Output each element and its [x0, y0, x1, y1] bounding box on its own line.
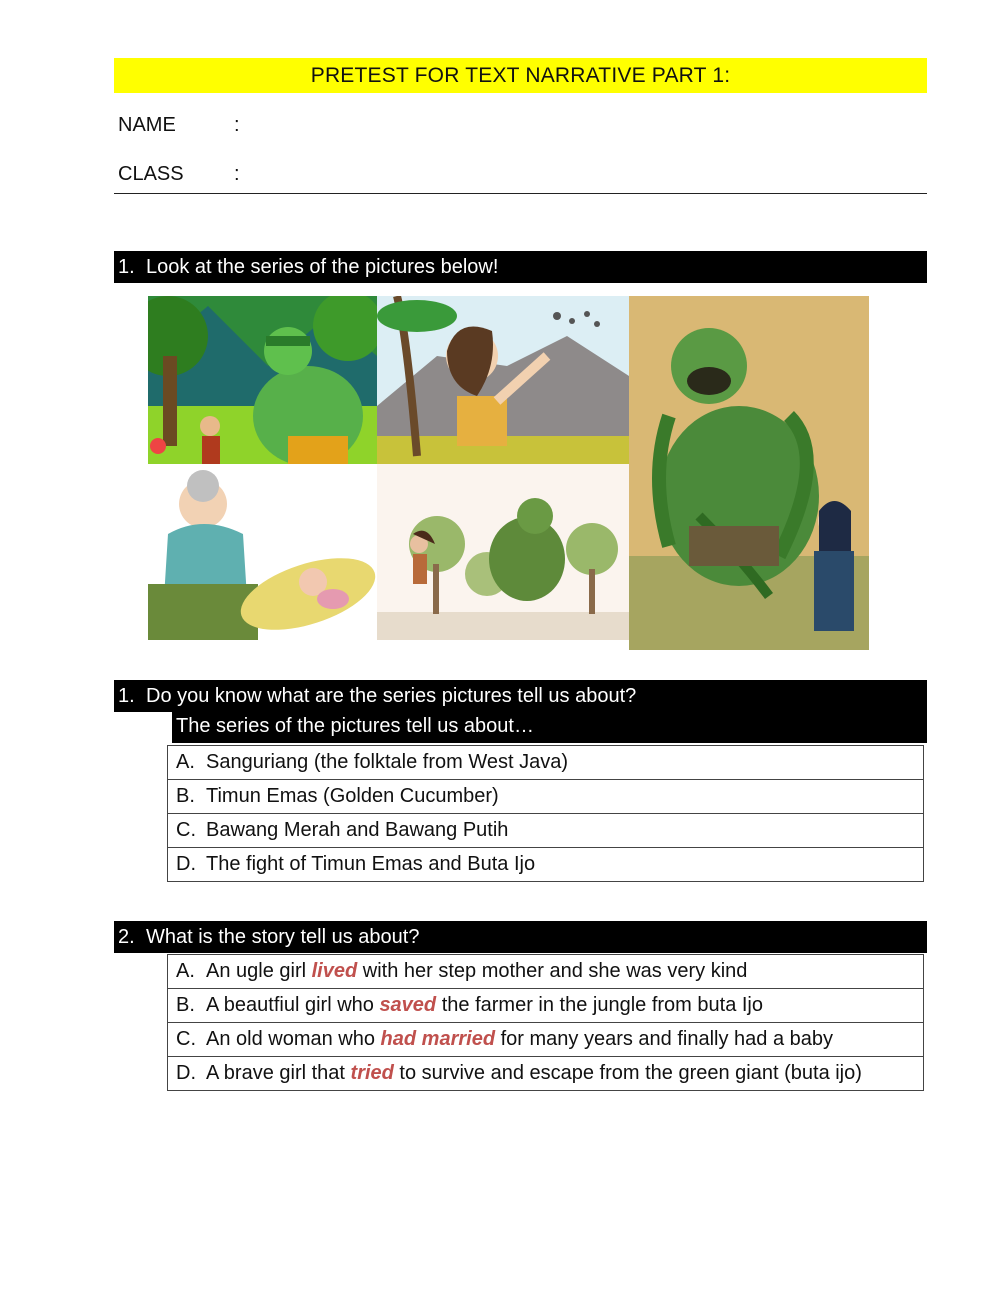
option-letter: C.: [176, 1028, 196, 1050]
option-letter: D.: [176, 853, 196, 875]
question1-text: Do you know what are the series pictures tell us about?: [146, 684, 637, 707]
option-letter: D.: [176, 1062, 196, 1084]
name-colon: :: [234, 114, 240, 136]
question2-option-c[interactable]: [168, 1023, 924, 1057]
name-label: NAME: [118, 114, 176, 136]
option-highlight-verb: tried: [350, 1062, 394, 1084]
picture-girl-running: [377, 296, 629, 464]
option-text-before: A brave girl that: [206, 1062, 351, 1084]
question2-bar: [114, 921, 927, 953]
class-colon: :: [234, 163, 240, 185]
question1-number: 1.: [118, 684, 135, 707]
question1-option-c[interactable]: [168, 814, 924, 848]
option-text: Timun Emas (Golden Cucumber): [206, 785, 499, 807]
option-text-after: with her step mother and she was very kind: [357, 960, 748, 982]
question2-option-b[interactable]: [168, 989, 924, 1023]
question2-text: What is the story tell us about?: [146, 925, 420, 948]
option-text-after: for many years and finally had a baby: [495, 1028, 833, 1050]
question2-option-a[interactable]: [168, 955, 924, 989]
page-title: PRETEST FOR TEXT NARRATIVE PART 1:: [114, 58, 927, 93]
option-text: Bawang Merah and Bawang Putih: [206, 819, 509, 841]
picture-giant-vines: [629, 296, 869, 650]
section-intro-text: Look at the series of the pictures below!: [146, 255, 499, 278]
picture-giant-jungle: [148, 296, 377, 464]
question1-option-d[interactable]: [168, 848, 924, 882]
picture-girl-fleeing-giant: [377, 464, 629, 640]
option-letter: A.: [176, 751, 195, 773]
question1-bar: [114, 680, 927, 712]
option-text: Sanguriang (the folktale from West Java): [206, 751, 569, 773]
option-letter: B.: [176, 785, 195, 807]
option-highlight-verb: lived: [311, 960, 358, 982]
option-letter: C.: [176, 819, 196, 841]
option-letter: B.: [176, 994, 195, 1016]
picture-old-woman-baby: [148, 464, 377, 640]
option-highlight-verb: saved: [379, 994, 437, 1016]
option-letter: A.: [176, 960, 195, 982]
question2-number: 2.: [118, 925, 135, 948]
option-highlight-verb: had married: [380, 1028, 496, 1050]
question1-option-b[interactable]: [168, 780, 924, 814]
option-text-after: to survive and escape from the green giant (buta ijo): [393, 1062, 862, 1084]
section-intro-bar: [114, 251, 927, 283]
question2-options: [167, 954, 924, 1091]
question1-prompt: The series of the pictures tell us about…: [172, 710, 927, 743]
question2-option-d[interactable]: [168, 1057, 924, 1091]
option-text-after: the farmer in the jungle from buta Ijo: [436, 994, 763, 1016]
option-text-before: A beautfiul girl who: [206, 994, 380, 1016]
option-text: The fight of Timun Emas and Buta Ijo: [206, 853, 536, 875]
section-intro-number: 1.: [118, 255, 135, 278]
option-text-before: An ugle girl: [206, 960, 312, 982]
class-label: CLASS: [118, 163, 184, 185]
header-divider: [114, 193, 927, 194]
option-text-before: An old woman who: [206, 1028, 381, 1050]
question1-option-a[interactable]: [168, 746, 924, 780]
question1-options: [167, 745, 924, 882]
